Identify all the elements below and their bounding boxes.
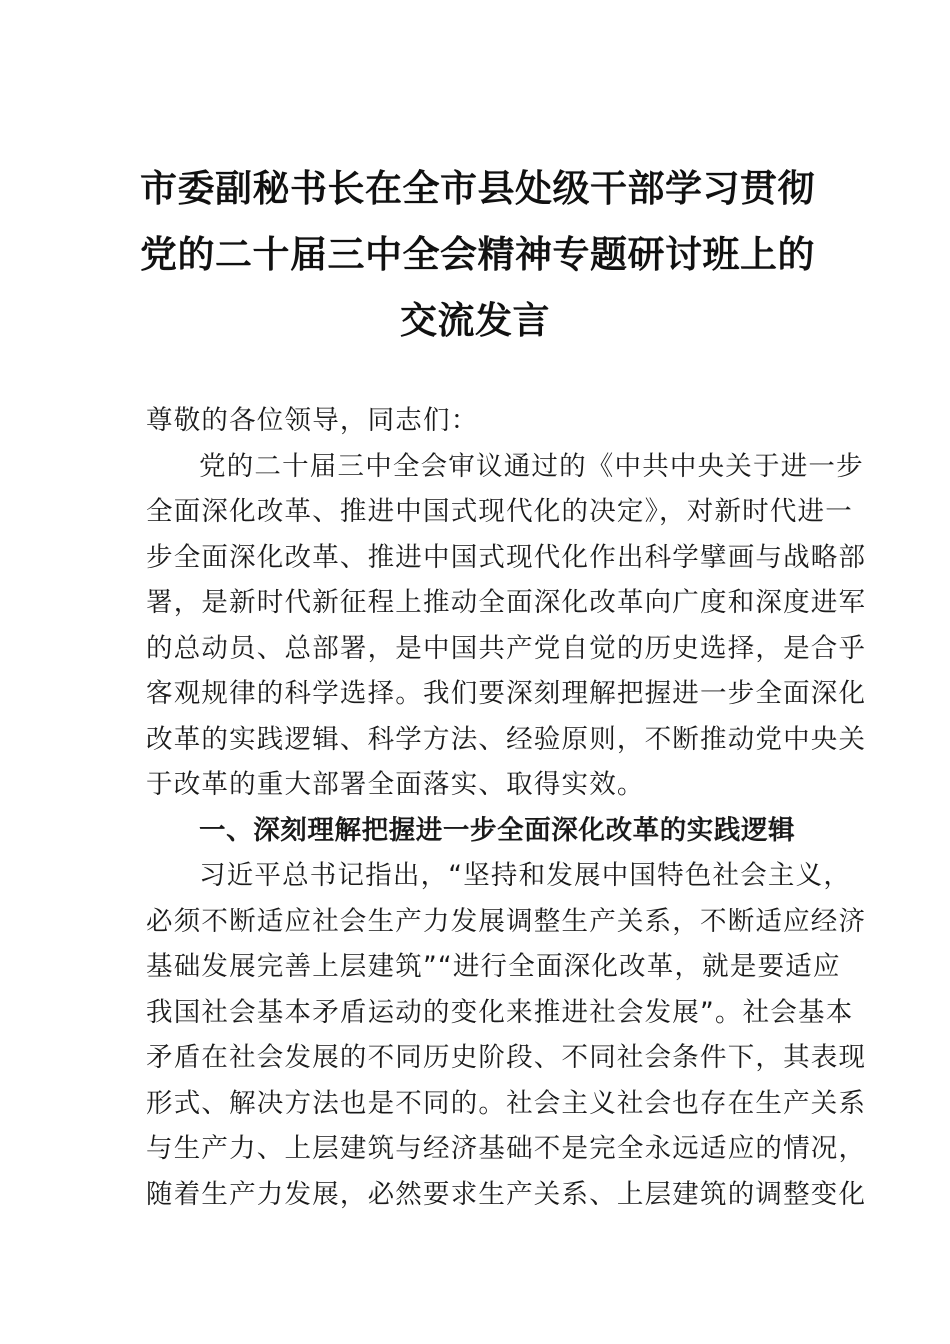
document-body xyxy=(146,398,867,1217)
document-title xyxy=(140,155,815,353)
paragraph-line: 改革的实践逻辑、科学方法、经验原则，不断推动党中央关 xyxy=(146,723,867,755)
paragraph-line: 必须不断适应社会生产力发展调整生产关系，不断适应经济 xyxy=(146,905,867,937)
paragraph-line: 矛盾在社会发展的不同历史阶段、不同社会条件下，其表现 xyxy=(146,1042,867,1073)
title-line: 党的二十届三中全会精神专题研讨班上的 xyxy=(140,232,815,276)
paragraph-2 xyxy=(146,853,867,1217)
paragraph-line: 习近平总书记指出，“坚持和发展中国特色社会主义， xyxy=(199,860,852,891)
paragraph-line: 我国社会基本矛盾运动的变化来推进社会发展”。社会基本 xyxy=(146,996,854,1028)
paragraph-line: 客观规律的科学选择。我们要深刻理解把握进一步全面深化 xyxy=(146,678,867,709)
paragraph-line: 形式、解决方法也是不同的。社会主义社会也存在生产关系 xyxy=(146,1087,867,1119)
paragraph-line: 与生产力、上层建筑与经济基础不是完全永远适应的情况， xyxy=(146,1133,867,1164)
paragraph-line: 基础发展完善上层建筑”“进行全面深化改革，就是要适应 xyxy=(146,951,841,982)
paragraph-line: 的总动员、总部署，是中国共产党自觉的历史选择，是合乎 xyxy=(146,632,867,664)
salutation: 尊敬的各位领导，同志们： xyxy=(146,405,479,436)
paragraph-1 xyxy=(146,444,867,808)
title-line: 交流发言 xyxy=(400,298,550,342)
section-heading: 一、深刻理解把握进一步全面深化改革的实践逻辑 xyxy=(199,814,796,846)
title-line: 市委副秘书长在全市县处级干部学习贯彻 xyxy=(140,166,815,210)
paragraph-line: 党的二十届三中全会审议通过的《中共中央关于进一步 xyxy=(199,450,864,482)
paragraph-line: 步全面深化改革、推进中国式现代化作出科学擘画与战略部 xyxy=(146,541,867,573)
paragraph-line: 于改革的重大部署全面落实、取得实效。 xyxy=(146,769,645,800)
paragraph-line: 署，是新时代新征程上推动全面深化改革向广度和深度进军 xyxy=(146,587,867,618)
paragraph-line: 随着生产力发展，必然要求生产关系、上层建筑的调整变化 xyxy=(146,1178,867,1210)
paragraph-line: 全面深化改革、推进中国式现代化的决定》，对新时代进一 xyxy=(146,496,853,527)
